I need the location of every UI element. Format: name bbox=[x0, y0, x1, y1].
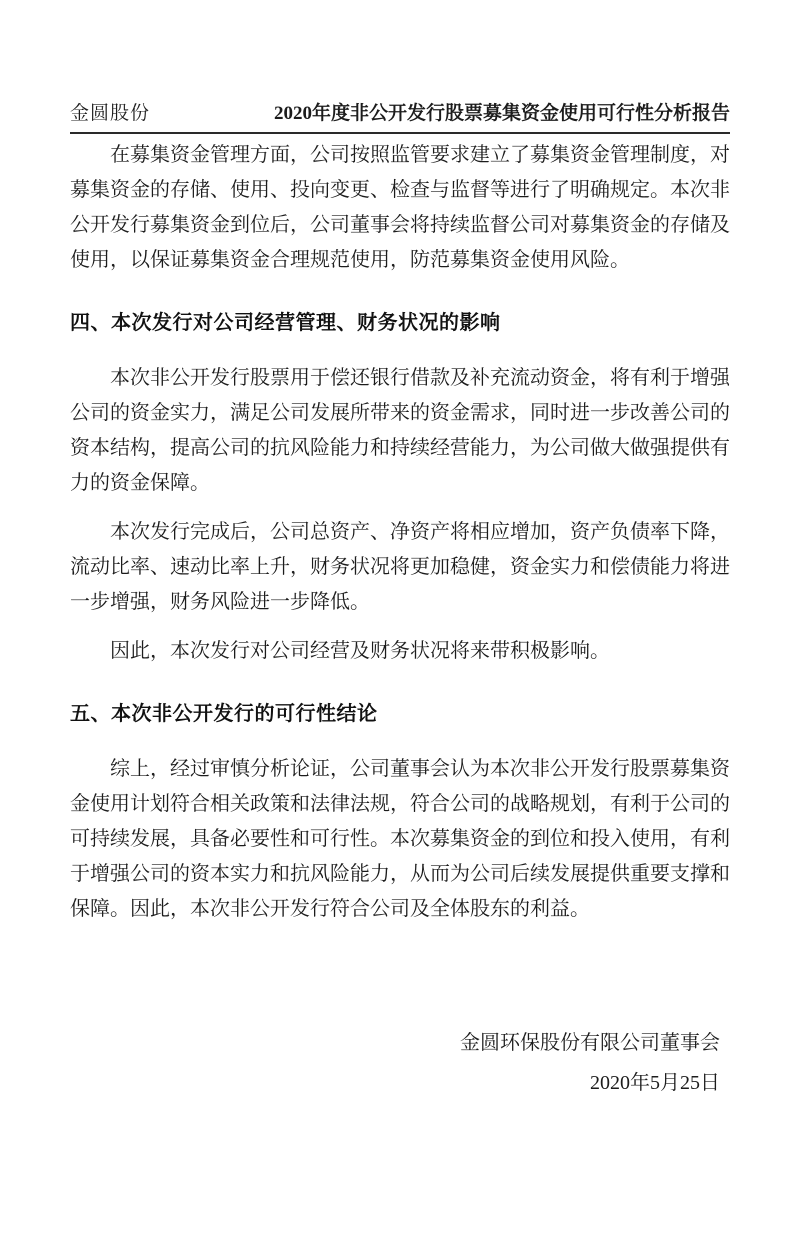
section-heading-feasibility-conclusion: 五、本次非公开发行的可行性结论 bbox=[70, 701, 378, 725]
signature-company-line: 金圆环保股份有限公司董事会 bbox=[460, 1032, 720, 1054]
header-company-name: 金圆股份 bbox=[70, 103, 151, 124]
paragraph-fund-management: 在募集资金管理方面，公司按照监管要求建立了募集资金管理制度，对募集资金的存储、使用、投向变更、检查与监督等进行了明确规定。本次非公开发行募集资金到位后，公司董事会将持续监督公司对募集资金的存储及使用，以保证募集资金合理规范使用，防范募集资金使用风险。 bbox=[70, 144, 730, 271]
signature-date-line: 2020年5月25日 bbox=[590, 1072, 720, 1094]
paragraph-financial-effect: 本次发行完成后，公司总资产、净资产将相应增加，资产负债率下降，流动比率、速动比率上升，财务状况将更加稳健，资金实力和偿债能力将进一步增强，财务风险进一步降低。 bbox=[70, 521, 730, 613]
page-header bbox=[70, 0, 730, 134]
section-heading-operations-impact: 四、本次发行对公司经营管理、财务状况的影响 bbox=[70, 310, 501, 334]
paragraph-positive-impact: 因此，本次发行对公司经营及财务状况将来带积极影响。 bbox=[110, 640, 610, 662]
header-report-title: 2020年度非公开发行股票募集资金使用可行性分析报告 bbox=[273, 103, 730, 124]
document-body bbox=[70, 134, 730, 927]
signature-block bbox=[70, 1023, 730, 1103]
paragraph-feasibility-summary: 综上，经过审慎分析论证，公司董事会认为本次非公开发行股票募集资金使用计划符合相关政策和法律法规，符合公司的战略规划，有利于公司的可持续发展，具备必要性和可行性。本次募集资金的到位和投入使用，有利于增强公司的资本实力和抗风险能力，从而为公司后续发展提供重要支撑和保障。因此，本次非公开发行符合公司及全体股东的利益。 bbox=[70, 758, 730, 920]
paragraph-issuance-purpose: 本次非公开发行股票用于偿还银行借款及补充流动资金，将有利于增强公司的资金实力，满足公司发展所带来的资金需求，同时进一步改善公司的资本结构，提高公司的抗风险能力和持续经营能力，为公司做大做强提供有力的资金保障。 bbox=[70, 367, 730, 494]
